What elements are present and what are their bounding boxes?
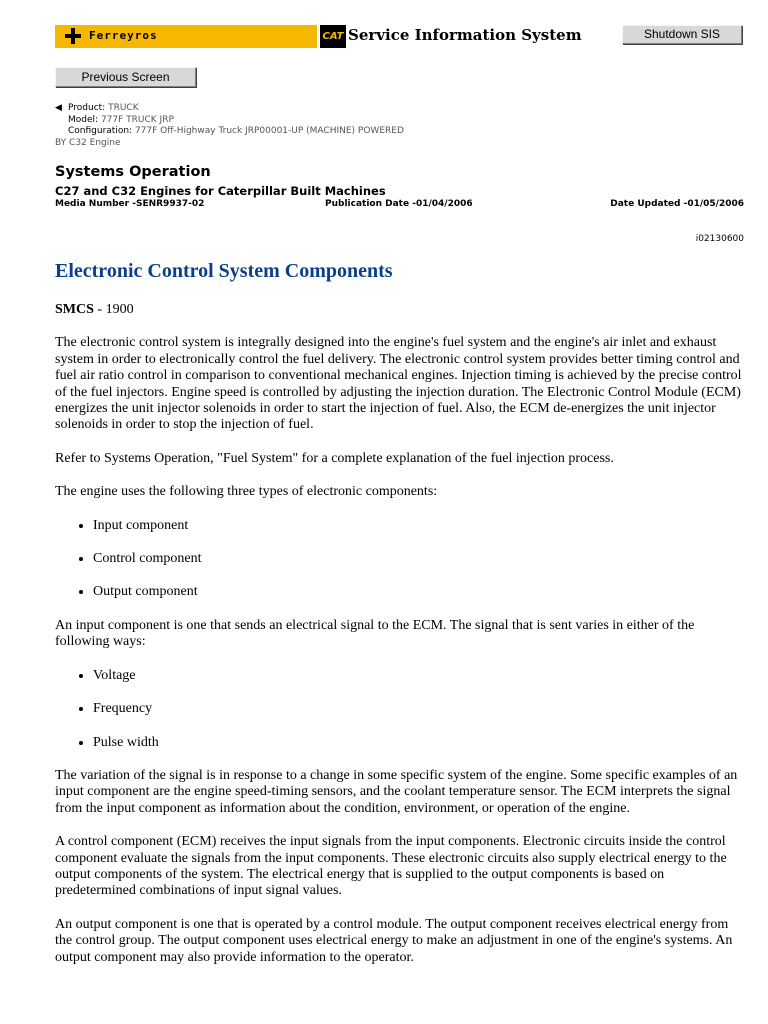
- ferreyros-logo: [55, 25, 317, 48]
- paragraph: Refer to Systems Operation, "Fuel System" for a complete explanation of the fuel injection process.: [55, 450, 614, 466]
- list-item: • Control component: [93, 551, 745, 567]
- section-title: Systems Operation: [55, 164, 211, 180]
- back-arrow-icon[interactable]: ◀: [55, 103, 62, 113]
- config-value-continued: BY C32 Engine: [55, 137, 121, 148]
- publication-date: Publication Date -01/04/2006: [325, 199, 473, 209]
- system-title: Service Information System: [348, 26, 582, 44]
- product-value: TRUCK: [108, 103, 139, 113]
- paragraph: The electronic control system is integrally designed into the engine's fuel system and the engine's air inlet and exhaust system in order to electronically control the fuel delivery. The electronic control system provides better timing control and fuel air ratio control in comparison to conventional mechanical engines. Injection timing is achieved by the precise control of the fuel injectors. Engine speed is controlled by adjusting the injection duration. The Electronic Control Module (ECM) energizes the unit injector solenoids in order to start the injection of fuel. Also, the ECM de-energizes the unit injector solenoids in order to stop the injection of fuel.: [55, 335, 742, 433]
- paragraph: An input component is one that sends an electrical signal to the ECM. The signal that is sent varies in either of the following ways:: [55, 617, 695, 650]
- list-item: • Input component: [93, 518, 745, 534]
- list-item: • Pulse width: [93, 735, 745, 751]
- paragraph: An output component is one that is operated by a control module. The output component receives electrical energy from the control group. The output component uses electrical energy to make an adjustment in one of the engine's systems. An output component may also provide information to the operator.: [55, 916, 733, 965]
- logo-text: Ferreyros: [89, 29, 158, 42]
- product-info: [55, 103, 404, 149]
- cat-logo: CAT: [320, 25, 346, 48]
- signal-variation-list: [55, 668, 745, 751]
- config-line: [68, 126, 404, 138]
- product-line: [68, 103, 404, 115]
- document-id: i02130600: [695, 234, 744, 244]
- product-label: Product:: [68, 103, 106, 113]
- plus-logo-icon: [65, 28, 81, 44]
- article-body: [55, 302, 745, 983]
- media-number: Media Number -SENR9937-02: [55, 199, 205, 209]
- article-title: Electronic Control System Components: [55, 260, 393, 282]
- shutdown-sis-button[interactable]: Shutdown SIS: [622, 25, 742, 44]
- smcs-line: [55, 302, 745, 318]
- list-item: • Voltage: [93, 668, 745, 684]
- config-label: Configuration:: [68, 126, 133, 136]
- model-label: Model:: [68, 114, 99, 125]
- smcs-value: - 1900: [93, 302, 134, 317]
- section-subtitle: C27 and C32 Engines for Caterpillar Built Machines: [55, 184, 386, 198]
- model-value: 777F TRUCK JRP: [100, 114, 174, 125]
- list-item: • Output component: [93, 584, 745, 600]
- paragraph: A control component (ECM) receives the input signals from the input components. Electronic circuits inside the control component evaluate the signals from the input components. These electronic circuits also supply electrical energy to the output components of the system. The electrical energy that is supplied to the output components is based on predetermined combinations of input signal values.: [55, 834, 727, 899]
- media-info-row: [55, 199, 744, 211]
- paragraph: The variation of the signal is in response to a change in some specific system of the engine. Some specific examples of an input component are the engine speed-timing sensors, and the coolant temperature sensor. The ECM interprets the signal from the input component as information about the condition, environment, or operation of the engine.: [55, 767, 738, 816]
- config-value: 777F Off-Highway Truck JRP00001-UP (MACHINE) POWERED: [134, 126, 404, 136]
- paragraph: The engine uses the following three types of electronic components:: [55, 484, 438, 500]
- component-types-list: [55, 518, 745, 601]
- list-item: • Frequency: [93, 701, 745, 717]
- previous-screen-button[interactable]: Previous Screen: [55, 67, 196, 87]
- date-updated: Date Updated -01/05/2006: [610, 199, 744, 209]
- model-line: [68, 115, 404, 127]
- smcs-label: SMCS: [55, 302, 94, 317]
